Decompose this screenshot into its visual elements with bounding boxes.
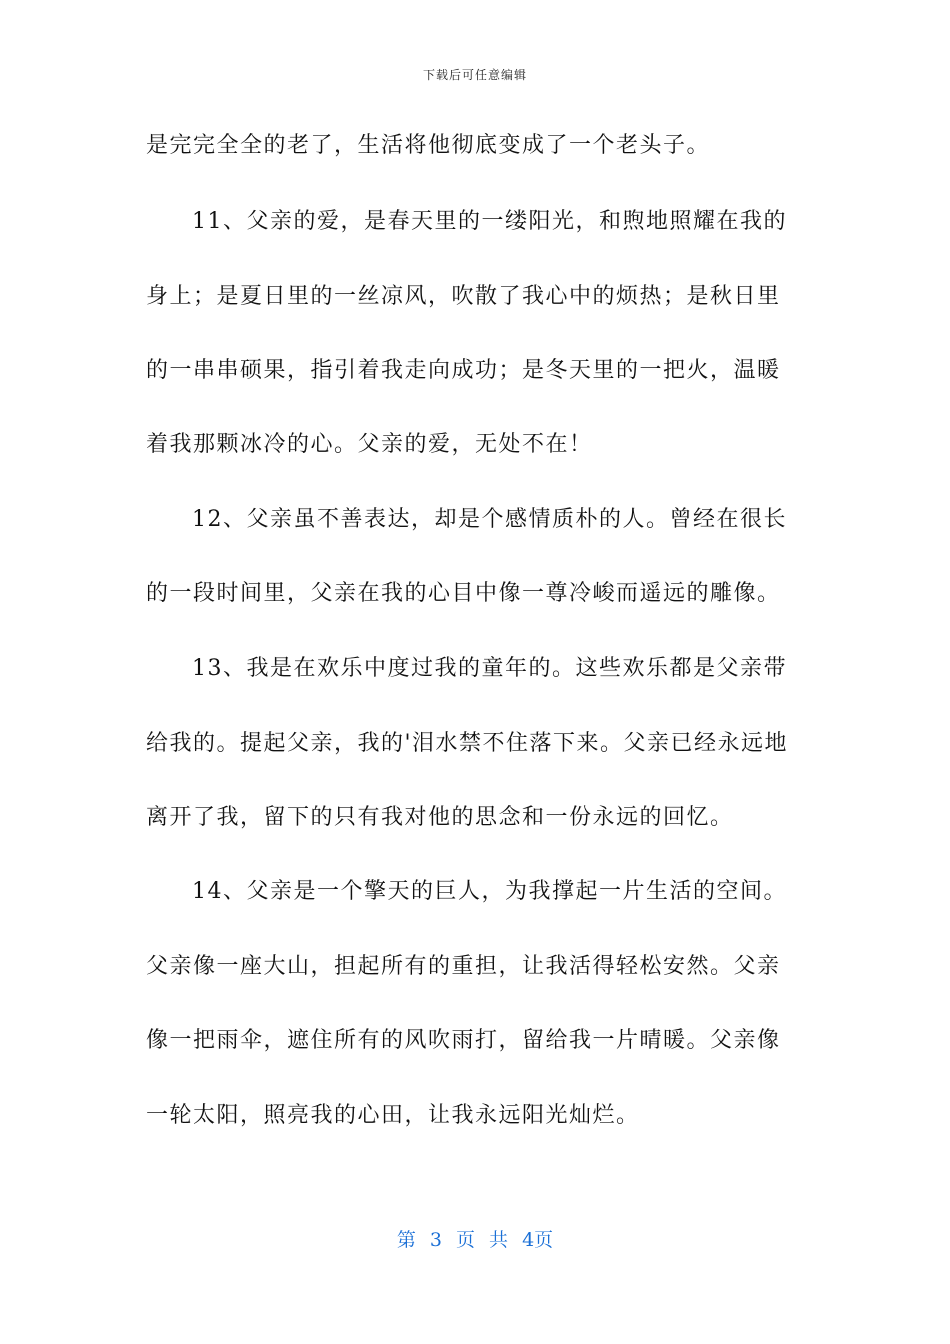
paragraph-14-line: 14、父亲是一个擎天的巨人，为我撑起一片生活的空间。: [192, 879, 787, 904]
paragraph-12-line: 12、父亲虽不善表达，却是个感情质朴的人。曾经在很长: [192, 507, 787, 532]
paragraph-14-line: 像一把雨伞，遮住所有的风吹雨打，留给我一片晴暖。父亲像: [146, 1028, 781, 1053]
paragraph-14-line: 父亲像一座大山，担起所有的重担，让我活得轻松安然。父亲: [146, 954, 781, 979]
paragraph-14-line: 一轮太阳，照亮我的心田，让我永远阳光灿烂。: [146, 1103, 640, 1128]
paragraph-11-line: 11、父亲的爱，是春天里的一缕阳光，和煦地照耀在我的: [192, 209, 787, 234]
paragraph-11-line: 的一串串硕果，指引着我走向成功；是冬天里的一把火，温暖: [146, 358, 781, 383]
page-header: 下载后可任意编辑: [422, 68, 527, 82]
page-footer: 第 3 页 共 4页: [396, 1229, 554, 1251]
paragraph-13-line: 离开了我，留下的只有我对他的思念和一份永远的回忆。: [146, 805, 734, 830]
paragraph-13-line: 给我的。提起父亲，我的'泪水禁不住落下来。父亲已经永远地: [146, 731, 789, 756]
paragraph-13-line: 13、我是在欢乐中度过我的童年的。这些欢乐都是父亲带: [192, 656, 787, 681]
body-line: 是完完全全的老了，生活将他彻底变成了一个老头子。: [146, 133, 711, 158]
paragraph-12-line: 的一段时间里，父亲在我的心目中像一尊冷峻而遥远的雕像。: [146, 581, 781, 606]
paragraph-11-line: 身上；是夏日里的一丝凉风，吹散了我心中的烦热；是秋日里: [146, 284, 781, 309]
paragraph-11-line: 着我那颗冰冷的心。父亲的爱，无处不在！: [146, 432, 593, 457]
